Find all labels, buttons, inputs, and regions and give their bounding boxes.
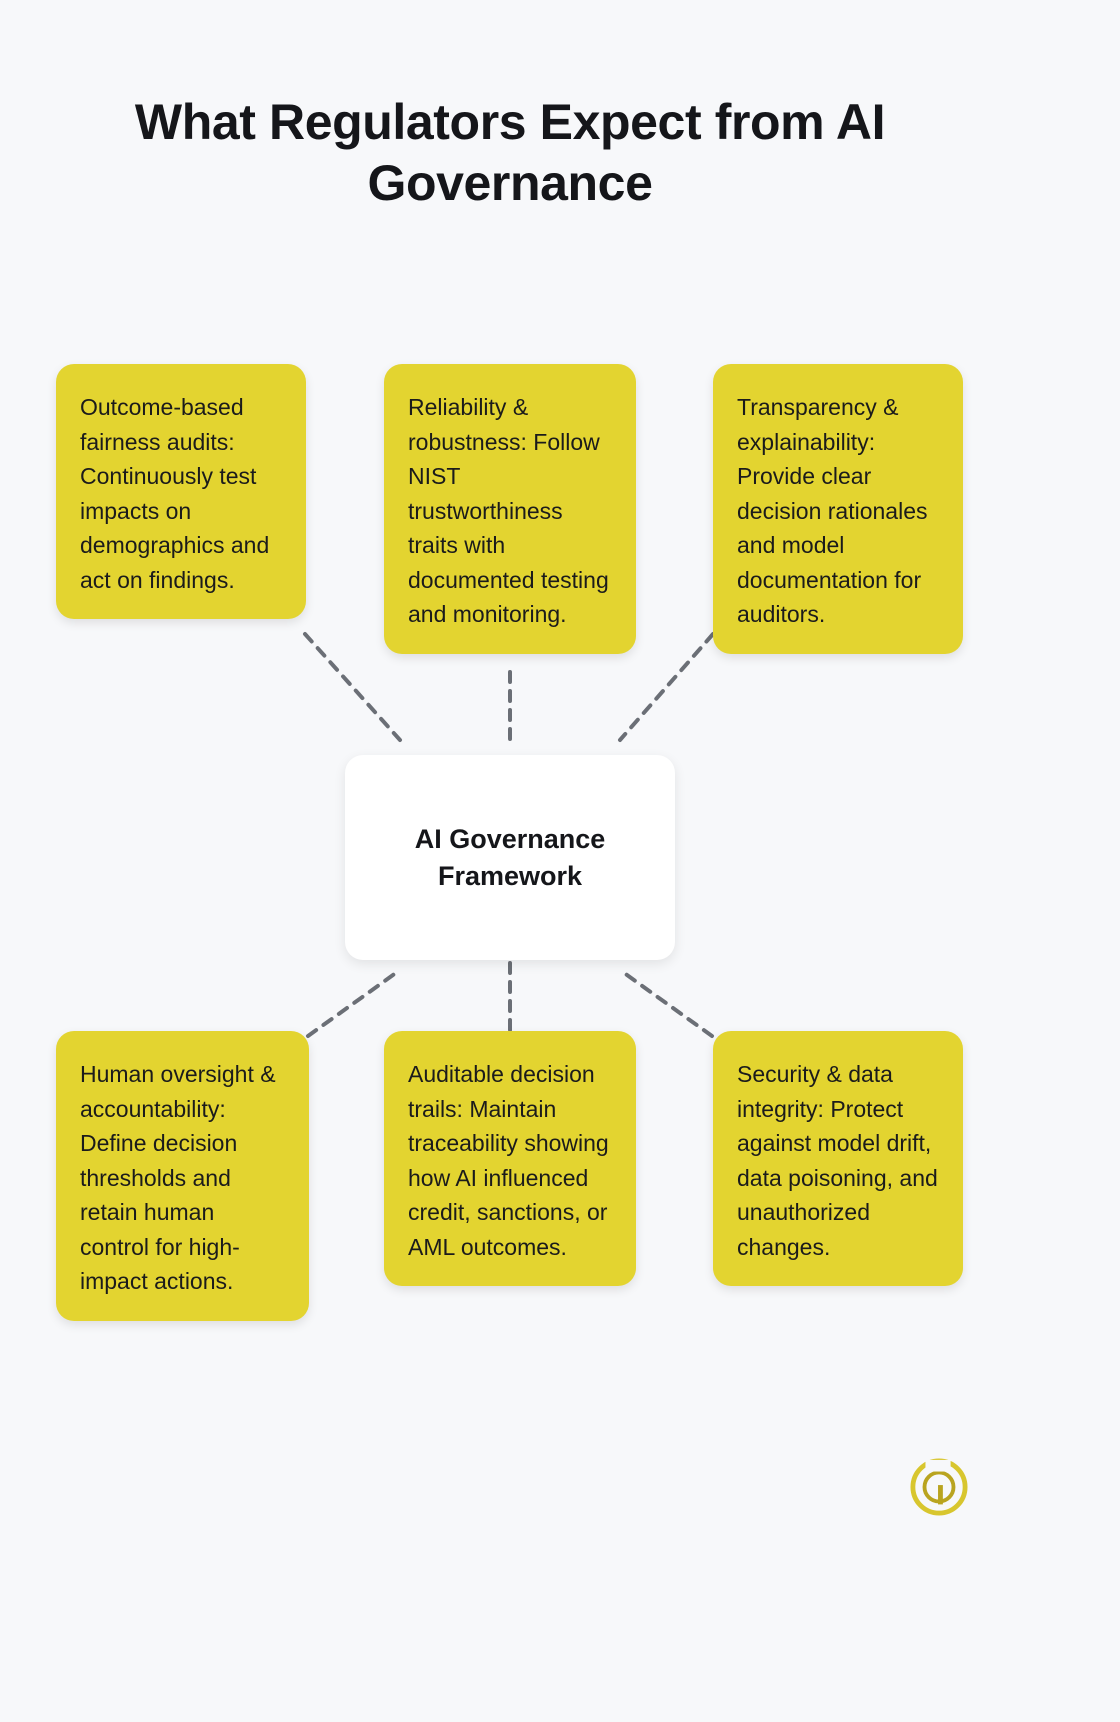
node-card-text: Reliability & robustness: Follow NIST trustworthiness traits with documented testing and monitoring. [408,394,609,627]
node-card-reliability-robustness[interactable] [384,364,636,654]
connector-card-3 [308,970,400,1036]
node-card-transparency-explainability[interactable] [713,364,963,654]
connector-card-5 [620,970,712,1036]
node-card-text: Outcome-based fairness audits: Continuously test impacts on demographics and act on findings. [80,394,270,593]
node-card-text: Auditable decision trails: Maintain traceability showing how AI influenced credit, sanctions, or AML outcomes. [408,1061,609,1260]
node-card-human-oversight[interactable] [56,1031,309,1321]
node-card-text: Human oversight & accountability: Define decision thresholds and retain human control for high-impact actions. [80,1061,276,1294]
center-node-label: AI Governance Framework [414,824,606,891]
circular-q-logo-icon [910,1458,968,1516]
center-node[interactable] [345,755,675,960]
page-title: What Regulators Expect from AI Governance [134,94,886,211]
connector-card-2 [620,634,713,740]
node-card-text: Transparency & explainability: Provide clear decision rationales and model documentation for auditors. [737,394,928,627]
node-card-fairness-audits[interactable] [56,364,306,619]
node-card-auditable-decision-trails[interactable] [384,1031,636,1286]
node-card-text: Security & data integrity: Protect against model drift, data poisoning, and unauthorized changes. [737,1061,938,1260]
connector-card-0 [305,634,400,740]
node-card-security-data-integrity[interactable] [713,1031,963,1286]
